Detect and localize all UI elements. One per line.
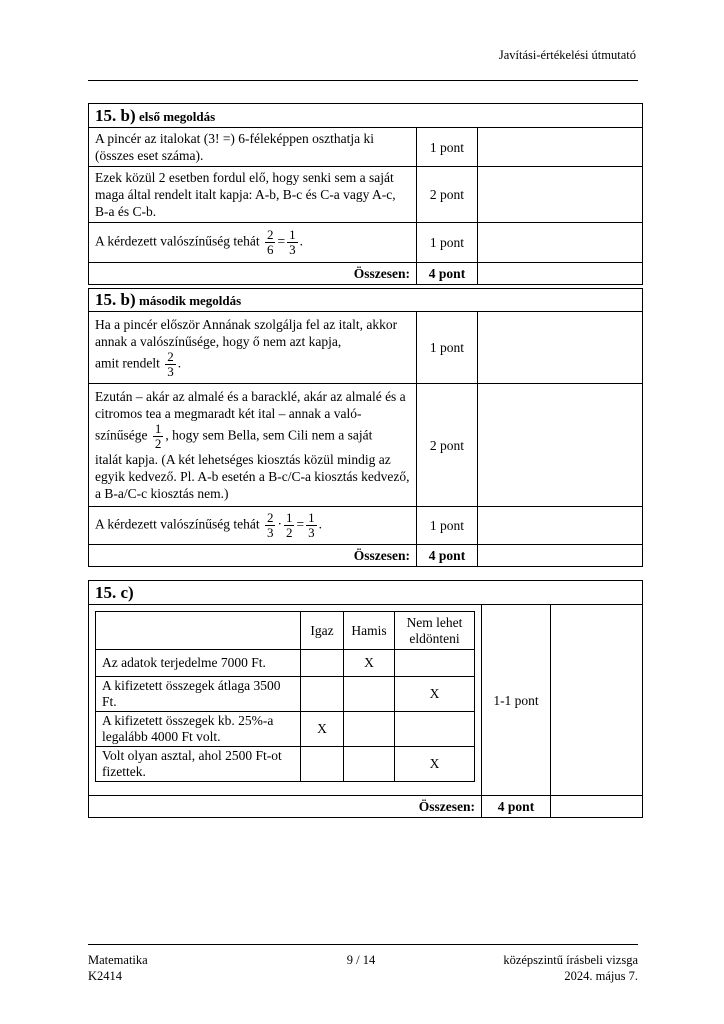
total-points: 4 pont (417, 263, 478, 285)
total-label: Összesen: (89, 263, 417, 285)
step-points: 2 pont (417, 167, 478, 223)
fraction: $\frac{1}{2}$ (285, 510, 293, 540)
step-text: Ezután – akár az almalé és a baracklé, akár az almalé és a citromos tea a megmaradt két ital – annak a való- színűsége $\frac{1}{2}$ , hogy sem Bella, sem Cili nem a saját italát kapja. (A két lehetséges kiosztás közül mindig az egyik kedvező. Pl. A-b esetén a B-c/C-a kiosztás kedvező, a B-a/C-c kiosztás nem.) (89, 384, 417, 507)
step-points: 1 pont (417, 128, 478, 167)
footer-code: K2414 (88, 969, 123, 983)
mark-false: X (344, 650, 395, 677)
footer-date: 2024. május 7. (564, 969, 638, 983)
block-title (89, 581, 643, 605)
step-points: 2 pont (417, 384, 478, 507)
statement: A kifizetett összegek átlaga 3500 Ft. (96, 677, 301, 712)
header-rule (88, 80, 638, 81)
comment-cell (478, 263, 643, 285)
col-true: Igaz (301, 612, 344, 650)
solution-label: második megoldás (139, 293, 242, 308)
comment-cell (551, 796, 643, 818)
footer-rule (88, 944, 638, 945)
comment-cell (478, 507, 643, 545)
mark-true (301, 677, 344, 712)
comment-cell (551, 605, 643, 796)
total-label: Összesen: (89, 545, 417, 567)
step-text: A kérdezett valószínűség tehát $\frac{2}{6}$ = $\frac{1}{3}$ . (89, 223, 417, 263)
col-false: Hamis (344, 612, 395, 650)
step-points: 1 pont (417, 507, 478, 545)
mark-false (344, 712, 395, 747)
step-text: A pincér az italokat (3! =) 6-féleképpen oszthatja ki (összes eset száma). (89, 128, 417, 167)
total-points: 4 pont (482, 796, 551, 818)
fraction: $\frac{1}{3}$ (308, 510, 315, 540)
mark-false (344, 747, 395, 782)
problem-number: 15. c) (95, 582, 134, 602)
statement: Volt olyan asztal, ahol 2500 Ft-ot fizettek. (96, 747, 301, 782)
page-number: 9 / 14 (346, 953, 376, 967)
step-points: 1-1 pont (482, 605, 551, 796)
footer-exam: középszintű írásbeli vizsga (503, 953, 638, 967)
col-undecidable: Nem lehet eldönteni (395, 612, 475, 650)
step-points: 1 pont (417, 223, 478, 263)
problem-number: 15. b) (95, 105, 136, 125)
mark-undecidable: X (395, 677, 475, 712)
footer-left (88, 952, 148, 984)
step-text: Ezek közül 2 esetben fordul elő, hogy senki sem a saját maga által rendelt italt kapja: A-b, B-c és C-a vagy A-c, B-a és C-b. (89, 167, 417, 223)
mark-undecidable (395, 650, 475, 677)
solution-table-15b-first (88, 103, 643, 285)
mark-true (301, 650, 344, 677)
footer-subject: Matematika (88, 953, 148, 967)
total-points: 4 pont (417, 545, 478, 567)
fraction: $\frac{1}{2}$ (154, 421, 162, 451)
solution-table-15b-second (88, 288, 643, 567)
total-label: Összesen: (89, 796, 482, 818)
statement: A kifizetett összegek kb. 25%-a legalább 4000 Ft volt. (96, 712, 301, 747)
fraction: $\frac{2}{3}$ (167, 349, 174, 379)
header-title: Javítási-értékelési útmutató (498, 48, 636, 62)
block-title (89, 289, 643, 312)
statement: Az adatok terjedelme 7000 Ft. (96, 650, 301, 677)
true-false-table (95, 611, 475, 782)
comment-cell (478, 167, 643, 223)
solution-label: első megoldás (139, 108, 216, 124)
problem-number: 15. b) (95, 290, 136, 309)
header-blank (96, 612, 301, 650)
solution-table-15c (88, 580, 643, 818)
footer-right (503, 952, 638, 984)
mark-false (344, 677, 395, 712)
fraction: $\frac{2}{6}$ (266, 227, 274, 257)
mark-true: X (301, 712, 344, 747)
step-text: Ha a pincér először Annának szolgálja fel az italt, akkor annak a valószínűsége, hogy ő nem azt kapja, amit rendelt $\frac{2}{3}$ . (89, 312, 417, 384)
mark-undecidable: X (395, 747, 475, 782)
comment-cell (478, 384, 643, 507)
mark-true (301, 747, 344, 782)
comment-cell (478, 128, 643, 167)
statement-table-cell (89, 605, 482, 796)
comment-cell (478, 312, 643, 384)
block-title (89, 104, 643, 128)
fraction: $\frac{1}{3}$ (289, 227, 296, 257)
fraction: $\frac{2}{3}$ (266, 510, 274, 540)
step-points: 1 pont (417, 312, 478, 384)
mark-undecidable (395, 712, 475, 747)
comment-cell (478, 223, 643, 263)
comment-cell (478, 545, 643, 567)
step-text: A kérdezett valószínűség tehát $\frac{2}{3}$ · $\frac{1}{2}$ = $\frac{1}{3}$ . (89, 507, 417, 545)
